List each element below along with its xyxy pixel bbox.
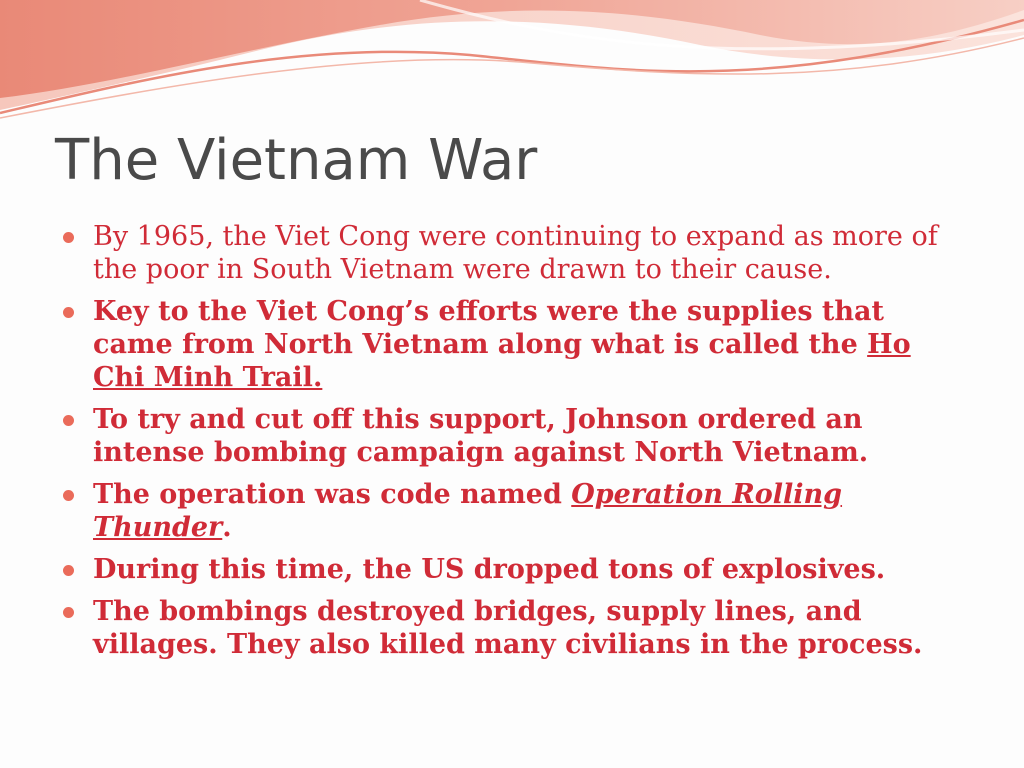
bullet-dot-icon — [63, 232, 74, 243]
bullet-dot-icon — [63, 565, 74, 576]
bullet-text: By 1965, the Viet Cong were continuing to expand as more of the poor in South Vietnam were drawn to their cause. — [93, 221, 938, 285]
bullet-item — [60, 403, 970, 469]
bullet-text: The operation was code named — [93, 479, 572, 510]
top-wave-decoration — [0, 0, 1024, 130]
ho-chi-minh-trail-link[interactable]: Ho Chi Minh Trail. — [93, 329, 911, 393]
bullet-dot-icon — [63, 490, 74, 501]
slide-title: The Vietnam War — [55, 128, 538, 193]
bullet-item — [60, 595, 970, 661]
operation-rolling-thunder-link[interactable]: Operation Rolling Thunder — [93, 479, 843, 543]
bullet-text-tail: . — [222, 512, 232, 543]
bullet-dot-icon — [63, 307, 74, 318]
bullet-dot-icon — [63, 607, 74, 618]
bullet-item — [60, 220, 970, 286]
bullet-dot-icon — [63, 415, 74, 426]
bullet-text: To try and cut off this support, Johnson ordered an intense bombing campaign against North Vietnam. — [93, 404, 869, 468]
bullet-item — [60, 553, 970, 586]
bullet-text: During this time, the US dropped tons of explosives. — [93, 554, 886, 585]
bullet-list — [60, 220, 970, 670]
bullet-item — [60, 478, 970, 544]
bullet-text: The bombings destroyed bridges, supply lines, and villages. They also killed many civilians in the process. — [93, 596, 923, 660]
bullet-item — [60, 295, 970, 394]
bullet-text: Key to the Viet Cong’s efforts were the supplies that came from North Vietnam along what is called the — [93, 296, 884, 360]
